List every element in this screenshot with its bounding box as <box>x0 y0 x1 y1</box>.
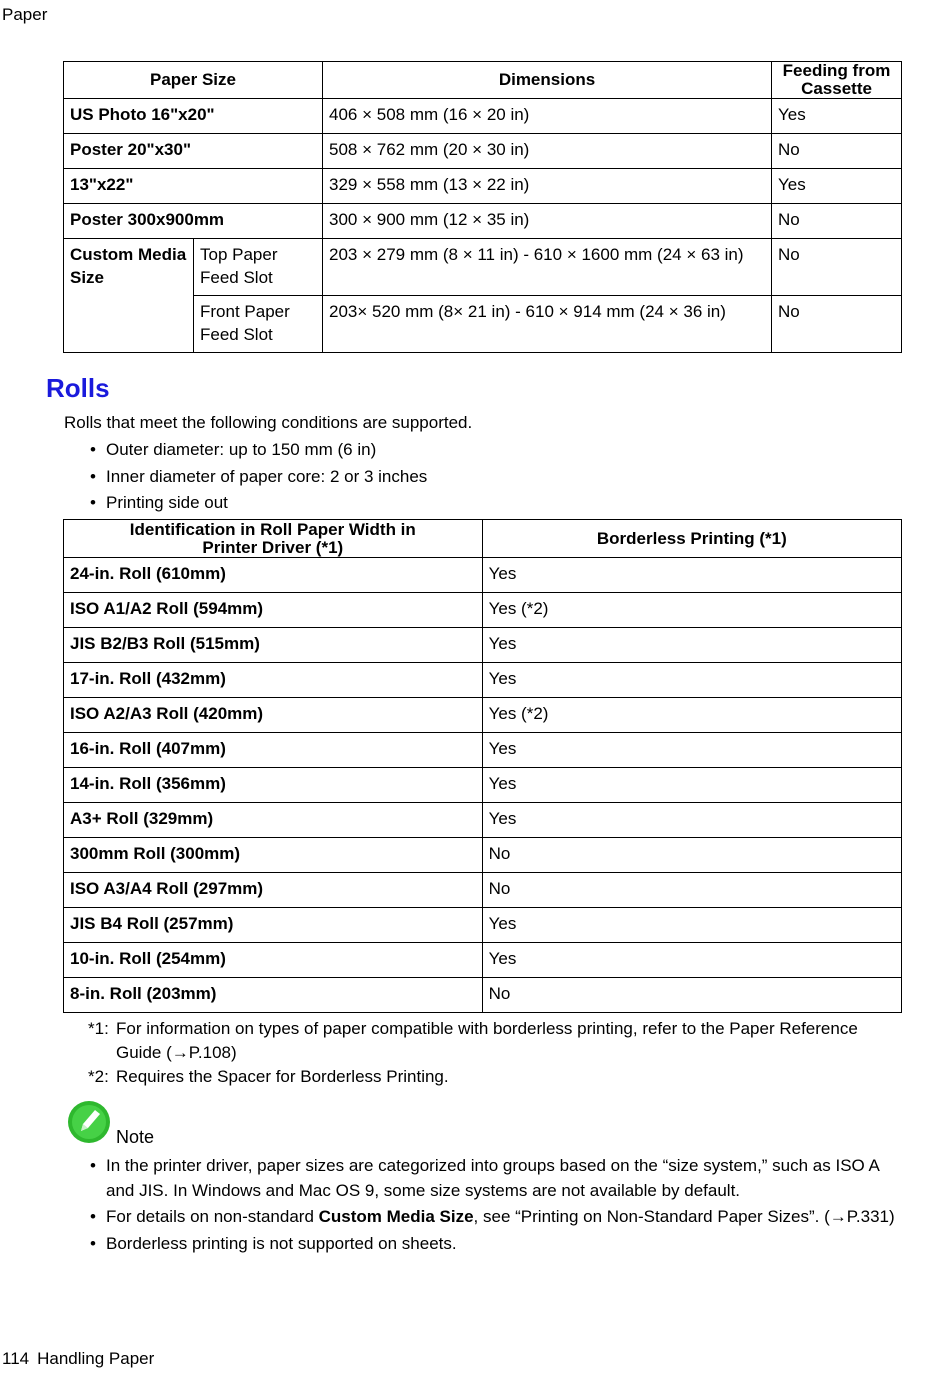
table-header-row <box>64 520 902 558</box>
table-row <box>64 169 902 204</box>
custom-media-size-term: Custom Media Size <box>318 1207 474 1226</box>
running-head: Paper <box>2 5 48 24</box>
table-row <box>64 943 902 978</box>
cassette-cell: No <box>772 239 902 296</box>
feed-slot-cell: Front Paper Feed Slot <box>194 296 323 353</box>
table-row <box>64 134 902 169</box>
footnote-text: Requires the Spacer for Borderless Printing. <box>116 1067 449 1086</box>
table-row <box>64 908 902 943</box>
footnote <box>88 1065 888 1089</box>
intro-text: Rolls that meet the following conditions are supported. <box>64 413 473 432</box>
column-header: Paper Size <box>64 62 323 99</box>
table-row <box>64 803 902 838</box>
column-header: Feeding from Cassette <box>772 62 902 99</box>
roll-name-cell: 8-in. Roll (203mm) <box>64 978 483 1013</box>
footer-section: Handling Paper <box>37 1349 155 1368</box>
roll-name-cell: ISO A3/A4 Roll (297mm) <box>64 873 483 908</box>
roll-name-cell: 24-in. Roll (610mm) <box>64 558 483 593</box>
roll-width-table <box>63 519 902 1013</box>
list-item: • Borderless printing is not supported on sheets. <box>88 1232 906 1257</box>
dimensions-cell: 406 × 508 mm (16 × 20 in) <box>323 99 772 134</box>
borderless-cell: Yes <box>482 908 901 943</box>
roll-name-cell: ISO A2/A3 Roll (420mm) <box>64 698 483 733</box>
column-header: Borderless Printing (*1) <box>482 520 901 558</box>
note-label: Note <box>116 1127 155 1147</box>
list-item: • Printing side out <box>88 493 427 520</box>
custom-media-size-cell: Custom Media Size <box>64 239 194 353</box>
table-row <box>64 99 902 134</box>
list-item: • Inner diameter of paper core: 2 or 3 inches <box>88 467 427 494</box>
column-header: Dimensions <box>323 62 772 99</box>
note-list <box>88 1154 906 1258</box>
pencil-note-icon <box>67 1100 111 1144</box>
dimensions-cell: 300 × 900 mm (12 × 35 in) <box>323 204 772 239</box>
roll-rows <box>64 558 902 1013</box>
roll-name-cell: A3+ Roll (329mm) <box>64 803 483 838</box>
note-text: , see “Printing on Non-Standard Paper Sizes”. (→P.331) <box>473 1207 895 1226</box>
table-row <box>64 733 902 768</box>
dimensions-cell: 203 × 279 mm (8 × 11 in) - 610 × 1600 mm (24 × 63 in) <box>323 239 772 296</box>
dimensions-cell: 329 × 558 mm (13 × 22 in) <box>323 169 772 204</box>
borderless-cell: Yes <box>482 943 901 978</box>
list-item: • Outer diameter: up to 150 mm (6 in) <box>88 440 427 467</box>
list-item: • In the printer driver, paper sizes are categorized into groups based on the “size system,” such as ISO A and JIS. In Windows and Mac OS 9, some size systems are not available by default. <box>88 1154 906 1203</box>
paper-size-table <box>63 61 902 353</box>
feed-slot-cell: Top Paper Feed Slot <box>194 239 323 296</box>
footnote <box>88 1017 888 1065</box>
table-row <box>64 239 902 296</box>
paper-size-cell: Poster 300x900mm <box>64 204 323 239</box>
paper-size-cell: 13"x22" <box>64 169 323 204</box>
borderless-cell: No <box>482 978 901 1013</box>
borderless-cell: Yes (*2) <box>482 698 901 733</box>
table-row <box>64 663 902 698</box>
borderless-cell: Yes <box>482 733 901 768</box>
table-row <box>64 593 902 628</box>
cassette-cell: Yes <box>772 169 902 204</box>
footnote-mark: *2: <box>88 1067 109 1086</box>
borderless-cell: Yes <box>482 628 901 663</box>
table-header-row <box>64 62 902 99</box>
paper-size-cell: US Photo 16"x20" <box>64 99 323 134</box>
roll-name-cell: 10-in. Roll (254mm) <box>64 943 483 978</box>
cassette-cell: No <box>772 204 902 239</box>
conditions-list <box>88 440 427 520</box>
borderless-cell: No <box>482 838 901 873</box>
footnote-text: For information on types of paper compatible with borderless printing, refer to the Paper Reference Guide (→P.108) <box>116 1019 858 1062</box>
cassette-cell: No <box>772 296 902 353</box>
roll-name-cell: 14-in. Roll (356mm) <box>64 768 483 803</box>
table-row <box>64 628 902 663</box>
table-row <box>64 204 902 239</box>
roll-name-cell: 17-in. Roll (432mm) <box>64 663 483 698</box>
table-row <box>64 768 902 803</box>
paper-size-cell: Poster 20"x30" <box>64 134 323 169</box>
roll-name-cell: 300mm Roll (300mm) <box>64 838 483 873</box>
table-row <box>64 558 902 593</box>
table-row <box>64 698 902 733</box>
borderless-cell: Yes <box>482 663 901 698</box>
table-row <box>64 838 902 873</box>
borderless-cell: Yes <box>482 768 901 803</box>
borderless-cell: Yes <box>482 558 901 593</box>
cassette-cell: Yes <box>772 99 902 134</box>
roll-name-cell: JIS B4 Roll (257mm) <box>64 908 483 943</box>
roll-name-cell: JIS B2/B3 Roll (515mm) <box>64 628 483 663</box>
borderless-cell: No <box>482 873 901 908</box>
dimensions-cell: 203× 520 mm (8× 21 in) - 610 × 914 mm (24 × 36 in) <box>323 296 772 353</box>
dimensions-cell: 508 × 762 mm (20 × 30 in) <box>323 134 772 169</box>
list-item <box>88 1205 906 1230</box>
table-row <box>64 873 902 908</box>
borderless-cell: Yes <box>482 803 901 838</box>
roll-name-cell: ISO A1/A2 Roll (594mm) <box>64 593 483 628</box>
section-title: Rolls <box>46 373 110 403</box>
cassette-cell: No <box>772 134 902 169</box>
column-header: Identification in Roll Paper Width in Printer Driver (*1) <box>64 520 483 558</box>
page-footer <box>2 1349 154 1369</box>
page-number: 114 <box>2 1349 30 1368</box>
footnotes <box>88 1017 888 1089</box>
footnote-mark: *1: <box>88 1019 109 1038</box>
table-row <box>64 978 902 1013</box>
borderless-cell: Yes (*2) <box>482 593 901 628</box>
roll-name-cell: 16-in. Roll (407mm) <box>64 733 483 768</box>
note-text: For details on non-standard <box>106 1207 319 1226</box>
